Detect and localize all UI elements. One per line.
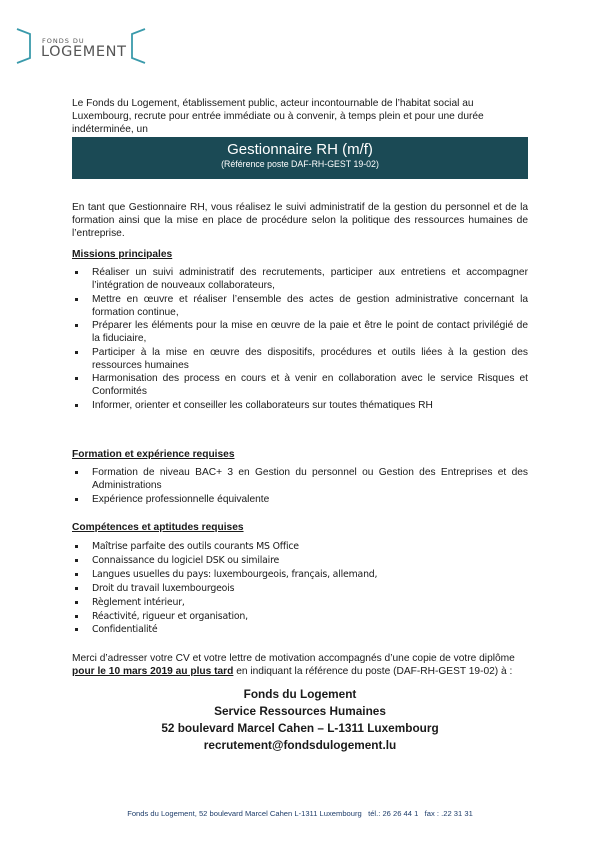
intro-paragraph: Le Fonds du Logement, établissement public, acteur incontournable de l’habitat social au Luxembourg, recrute pour entrée immédiate ou à convenir, à temps plein et pour une durée indéterminée, un	[72, 98, 484, 135]
list-item: Harmonisation des process en cours et à venir en collaboration avec le service Risques et Conformités	[72, 372, 528, 398]
list-item: Langues usuelles du pays: luxembourgeois, français, allemand,	[72, 568, 528, 581]
logo-right-bracket-icon	[130, 28, 146, 64]
formation-list	[72, 466, 528, 506]
job-reference: (Référence poste DAF-RH-GEST 19-02)	[221, 159, 379, 169]
missions-list	[72, 266, 528, 412]
job-title: Gestionnaire RH (m/f)	[227, 141, 373, 158]
apply-text-after: en indiquant la référence du poste (DAF-RH-GEST 19-02) à :	[233, 666, 513, 677]
application-paragraph	[72, 652, 528, 678]
logo-left-bracket-icon	[16, 28, 32, 64]
apply-text-before: Merci d’adresser votre CV et votre lettre de motivation accompagnés d’une copie de votre diplôme	[72, 653, 515, 664]
address-email[interactable]: recrutement@fondsdulogement.lu	[203, 738, 397, 752]
list-item: Connaissance du logiciel DSK ou similaire	[72, 554, 528, 567]
list-item: Expérience professionnelle équivalente	[72, 493, 528, 506]
formation-heading: Formation et expérience requises	[72, 449, 235, 460]
list-item: Maîtrise parfaite des outils courants MS Office	[72, 540, 528, 553]
page-footer: Fonds du Logement, 52 boulevard Marcel Cahen L-1311 Luxembourg tél.: 26 26 44 1 fax : .22 31 31	[127, 809, 473, 818]
list-item: Règlement intérieur,	[72, 596, 528, 609]
competences-heading: Compétences et aptitudes requises	[72, 522, 244, 533]
list-item: Informer, orienter et conseiller les collaborateurs sur toutes thématiques RH	[72, 399, 528, 412]
list-item: Confidentialité	[72, 623, 528, 636]
contact-address	[72, 686, 528, 754]
missions-heading: Missions principales	[72, 249, 173, 260]
address-name: Fonds du Logement	[243, 687, 357, 701]
list-item: Formation de niveau BAC+ 3 en Gestion du personnel ou Gestion des Entreprises et des Administrations	[72, 466, 528, 492]
address-department: Service Ressources Humaines	[214, 704, 386, 718]
list-item: Préparer les éléments pour la mise en œuvre de la paie et être le point de contact privilégié de la fiduciaire,	[72, 319, 528, 345]
job-title-banner	[72, 137, 528, 179]
fonds-du-logement-logo	[16, 28, 146, 64]
list-item: Mettre en œuvre et réaliser l’ensemble des actes de gestion administrative concernant la formation continue,	[72, 293, 528, 319]
list-item: Réaliser un suivi administratif des recrutements, participer aux entretiens et accompagner l’intégration de nouveaux collaborateurs,	[72, 266, 528, 292]
description-paragraph: En tant que Gestionnaire RH, vous réalisez le suivi administratif de la gestion du personnel et de la formation ainsi que la mise en place de procédure selon la politique des ressources humaines de l’entreprise.	[72, 202, 528, 239]
list-item: Droit du travail luxembourgeois	[72, 582, 528, 595]
address-street: 52 boulevard Marcel Cahen – L-1311 Luxembourg	[161, 721, 439, 735]
deadline: pour le 10 mars 2019 au plus tard	[72, 666, 234, 677]
competences-list	[72, 540, 528, 637]
logo-line2: LOGEMENT	[41, 44, 127, 60]
logo-line1: FONDS DU	[42, 37, 85, 45]
list-item: Réactivité, rigueur et organisation,	[72, 610, 528, 623]
list-item: Participer à la mise en œuvre des dispositifs, procédures et outils liées à la gestion des ressources humaines	[72, 346, 528, 372]
